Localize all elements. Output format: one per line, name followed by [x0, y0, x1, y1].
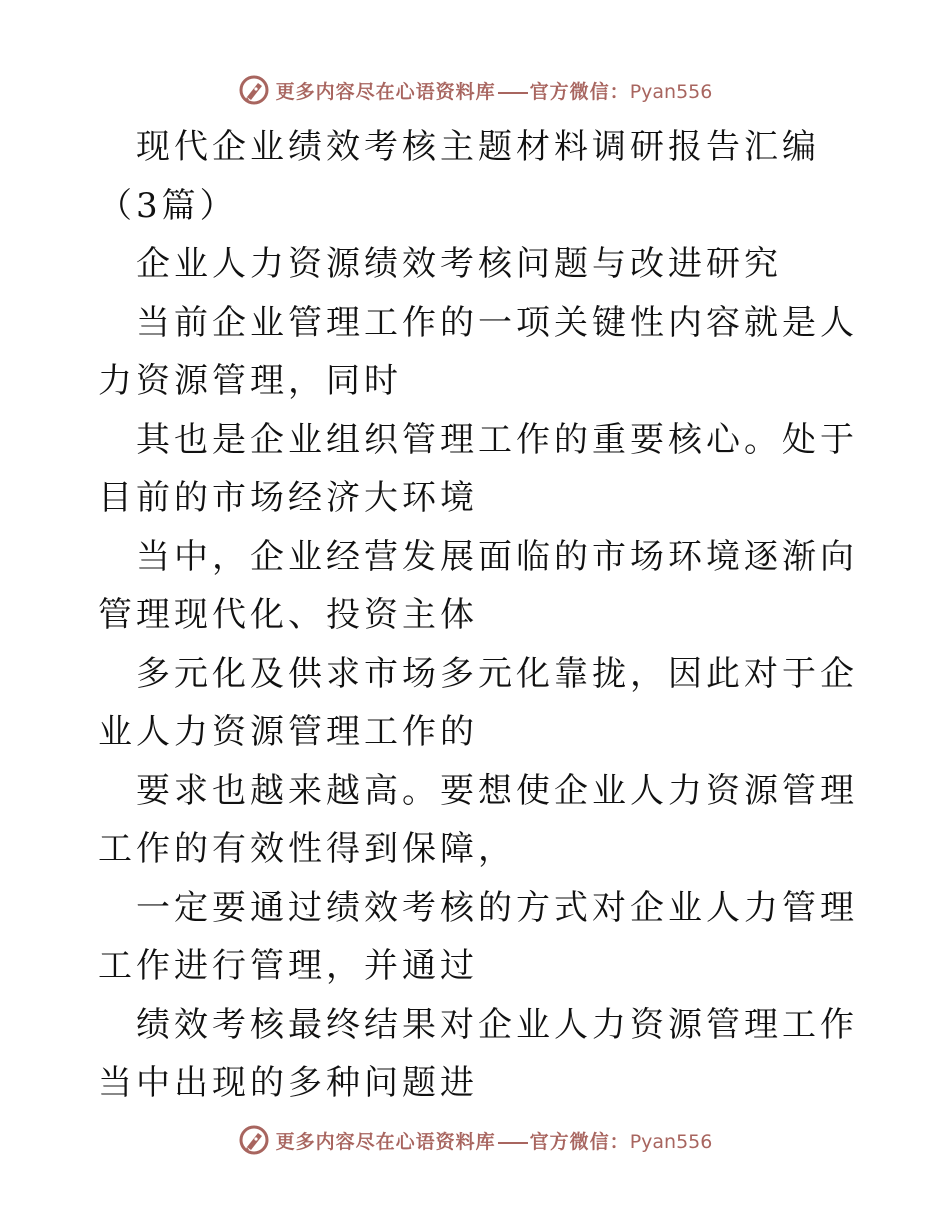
document-body	[98, 118, 858, 1113]
footer-banner-main: 更多内容尽在心语资料库	[275, 1130, 496, 1153]
paragraph: 其也是企业组织管理工作的重要核心。处于目前的市场经济大环境	[98, 419, 858, 518]
paragraph: 一定要通过绩效考核的方式对企业人力管理工作进行管理，并通过	[98, 887, 858, 986]
document-title: 现代企业绩效考核主题材料调研报告汇编（3篇）	[98, 127, 820, 226]
footer-watermark-banner	[0, 1120, 950, 1160]
paragraph: 当中，企业经营发展面临的市场环境逐渐向管理现代化、投资主体	[98, 536, 858, 635]
footer-banner-dash	[498, 1142, 528, 1144]
paragraph: 绩效考核最终结果对企业人力资源管理工作当中出现的多种问题进	[98, 1004, 858, 1103]
footer-banner-contact: 官方微信：	[529, 1130, 630, 1153]
paragraph: 当前企业管理工作的一项关键性内容就是人力资源管理，同时	[98, 302, 858, 401]
header-watermark-banner	[0, 70, 950, 110]
footer-banner-text	[276, 1127, 713, 1154]
document-subtitle: 企业人力资源绩效考核问题与改进研究	[136, 244, 782, 284]
header-banner-main: 更多内容尽在心语资料库	[275, 80, 496, 103]
header-banner-text	[276, 77, 713, 104]
paragraph: 多元化及供求市场多元化靠拢，因此对于企业人力资源管理工作的	[98, 653, 858, 752]
paragraph: 要求也越来越高。要想使企业人力资源管理工作的有效性得到保障，	[98, 770, 858, 869]
footer-banner-id: Pyan556	[629, 1130, 713, 1153]
pen-nib-logo-icon	[238, 74, 270, 106]
header-banner-id: Pyan556	[629, 80, 713, 103]
pen-nib-logo-icon	[238, 1124, 270, 1156]
header-banner-contact: 官方微信：	[529, 80, 630, 103]
header-banner-dash	[498, 92, 528, 94]
